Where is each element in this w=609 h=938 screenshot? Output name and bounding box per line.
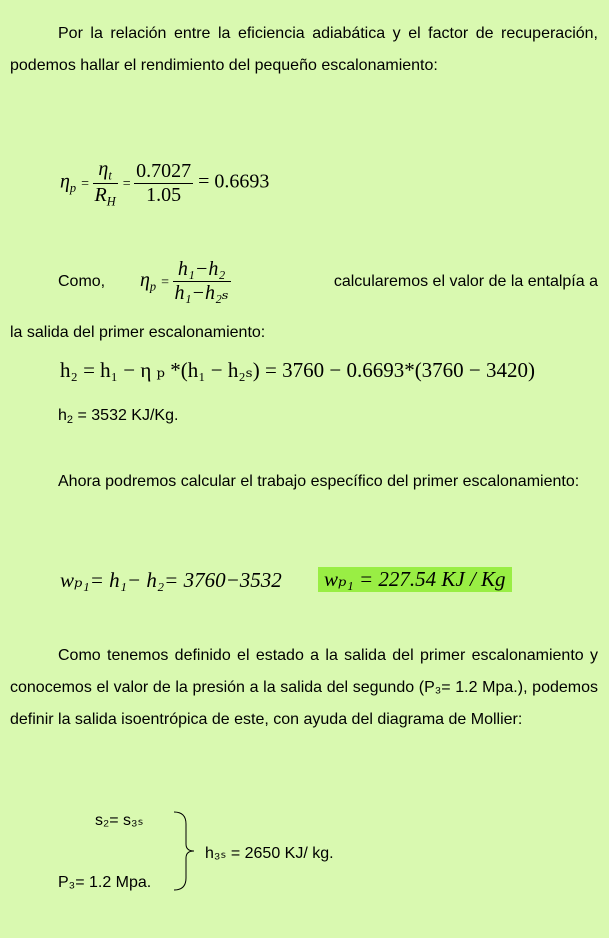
work-result-highlight: wₚ₁ = 227.54 KJ / Kg (318, 567, 512, 592)
work-equation: wₚ₁= h₁− h₂= 3760−3532 (60, 568, 282, 592)
como-text-continued: la salida del primer escalonamiento: (10, 324, 266, 341)
intro-paragraph: Por la relación entre la eficiencia adiabática y el factor de recuperación, podemos hallar el rendimiento del pequeño escalonamiento: (10, 25, 598, 74)
work-paragraph: Ahora podremos calcular el trabajo específico del primer escalonamiento: (58, 473, 580, 490)
como-label: Como, (58, 273, 106, 290)
pressure-value: P₃= 1.2 Mpa. (58, 874, 152, 891)
enthalpy-equation: h₂ = h₁ − η ₚ *(h₁ − h₂ₛ) = 3760 − 0.6693*(3760 − 3420) (60, 358, 536, 382)
brace-icon (172, 810, 202, 892)
efficiency-definition-equation: $\eta_p$ = $\frac{\text{h₁−h₂}}{\text{h₁−h₂ₛ}}$ (140, 258, 229, 304)
h2-result: h2 = 3532 KJ/Kg. (58, 407, 179, 426)
entropy-equality: s₂= s₃ₛ (95, 812, 144, 829)
h3s-result: h₃ₛ = 2650 KJ/ kg. (205, 845, 334, 862)
efficiency-equation: $\eta_p$ = $\frac{\eta_t}{R_H}$ = $\frac{0.7027}{1.05}$ = 0.6693 (60, 158, 270, 208)
como-text: calcularemos el valor de la entalpía a (333, 273, 598, 290)
mollier-paragraph: Como tenemos definido el estado a la salida del primer escalonamiento y conocemos el valor de la presión a la salida del segundo (P₃= 1.2 Mpa.), podemos definir la salida isoentrópica de este, con ayuda del diagrama de Mollier: (10, 647, 598, 728)
